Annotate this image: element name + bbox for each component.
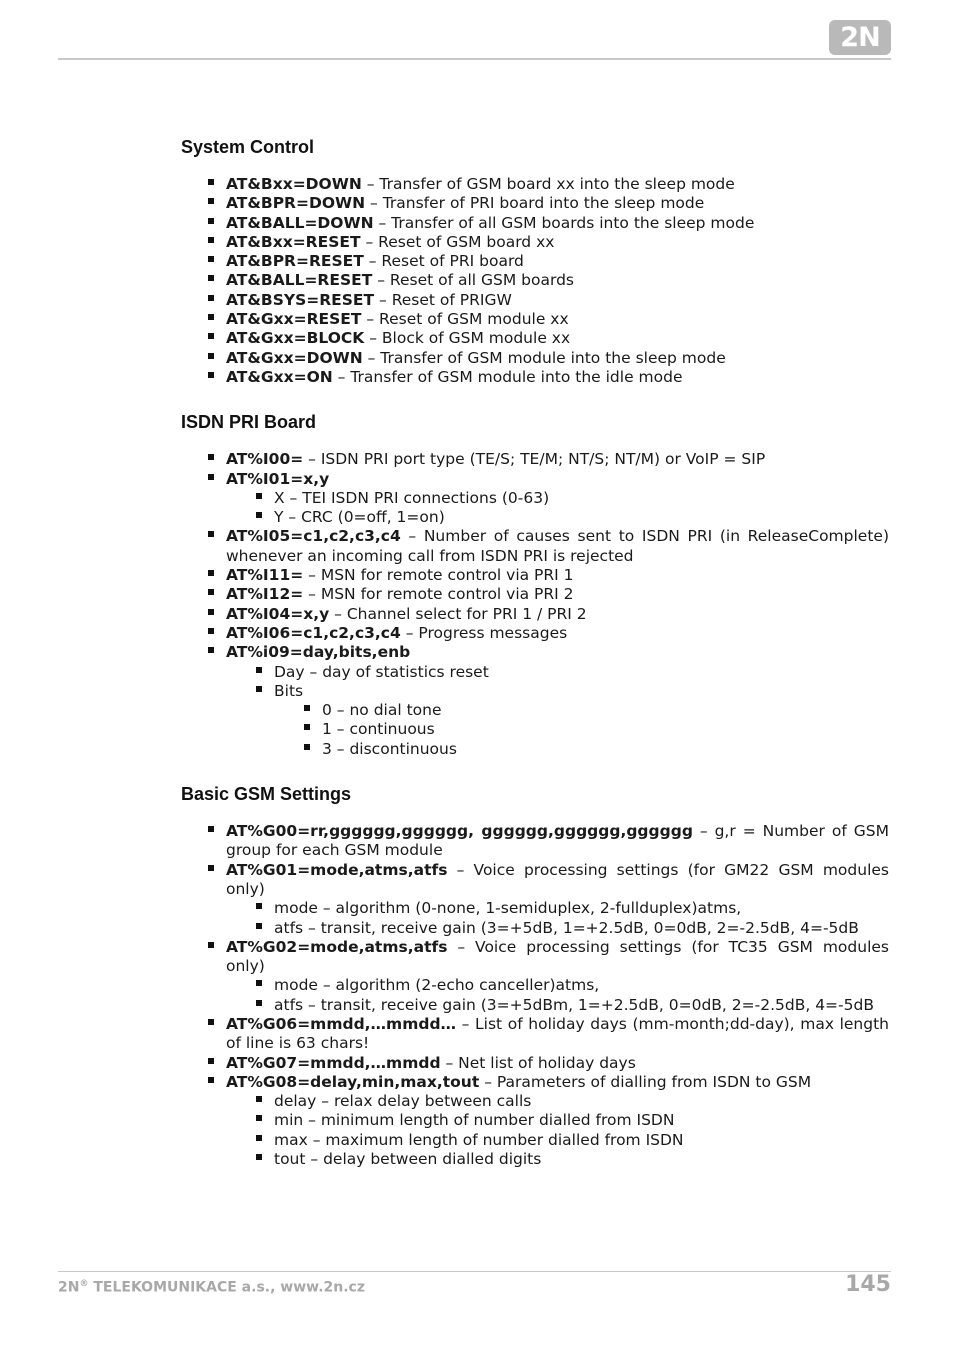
command: AT%G02=mode,atms,atfs — [226, 937, 448, 956]
list-item — [181, 233, 889, 252]
sub-list-item: atfs – transit, receive gain (3=+5dBm, 1=+2.5dB, 0=0dB, 2=-2.5dB, 4=-5dB — [226, 996, 889, 1015]
command: AT%G06=mmdd,…mmdd… — [226, 1014, 457, 1033]
list-item — [181, 566, 889, 585]
section-title-basic-gsm-settings: Basic GSM Settings — [181, 784, 352, 805]
description: – Reset of GSM module xx — [361, 310, 569, 329]
command: AT&BALL=DOWN — [226, 213, 374, 232]
list-item — [181, 585, 889, 604]
description: – List of holiday days (mm-month;dd-day), max length of line is 63 chars! — [226, 1014, 889, 1053]
command: AT%i09=day,bits,enb — [226, 643, 411, 662]
description: – Parameters of dialling from ISDN to GSM — [479, 1072, 812, 1091]
description: – Reset of all GSM boards — [372, 271, 575, 290]
command: AT%I05=c1,c2,c3,c4 — [226, 527, 401, 546]
list-item — [181, 861, 889, 938]
command: AT&BPR=RESET — [226, 252, 364, 271]
gsm-settings-list — [181, 822, 889, 1169]
list-item — [181, 214, 889, 233]
system-control-list — [181, 175, 889, 387]
description: – MSN for remote control via PRI 2 — [303, 585, 574, 604]
section-title-isdn-pri-board: ISDN PRI Board — [181, 412, 317, 433]
footer-brand: 2N — [58, 1279, 80, 1296]
description: – Voice processing settings (for TC35 GSM modules only) — [226, 937, 889, 976]
command: AT&BSYS=RESET — [226, 290, 375, 309]
sub-sub-list-item: 0 – no dial tone — [226, 701, 889, 720]
command: AT&Gxx=ON — [226, 367, 333, 386]
description: – Reset of GSM board xx — [360, 232, 555, 251]
section-title-system-control: System Control — [181, 137, 315, 157]
description: – Net list of holiday days — [440, 1053, 636, 1072]
description: – Progress messages — [400, 623, 568, 642]
description: – Transfer of PRI board into the sleep mode — [365, 194, 705, 213]
sub-sub-list-item: 3 – discontinuous — [226, 740, 889, 759]
command: AT%I06=c1,c2,c3,c4 — [226, 623, 401, 642]
sub-list-item: atfs – transit, receive gain (3=+5dB, 1=+2.5dB, 0=0dB, 2=-2.5dB, 4=-5dB — [226, 919, 889, 938]
isdn-pri-list — [181, 450, 889, 759]
sub-list-item: X – TEI ISDN PRI connections (0-63) — [226, 489, 889, 508]
footer-divider — [58, 1271, 891, 1272]
list-item — [181, 822, 889, 861]
description: – Transfer of GSM board xx into the sleep mode — [361, 175, 735, 193]
list-item — [181, 252, 889, 271]
command: AT&Gxx=RESET — [226, 310, 362, 329]
registered-mark: ® — [79, 1279, 89, 1289]
command: AT&BALL=RESET — [226, 271, 373, 290]
sub-sub-list — [226, 701, 889, 759]
command: AT&Bxx=DOWN — [226, 175, 362, 193]
list-item — [181, 310, 889, 329]
footer-company — [58, 1279, 365, 1296]
command: AT%G01=mode,atms,atfs — [226, 860, 448, 879]
list-item — [181, 1073, 889, 1169]
command: AT%I01=x,y — [226, 469, 330, 488]
sub-list-item: Y – CRC (0=off, 1=on) — [226, 508, 889, 527]
command: AT%I00= — [226, 450, 304, 469]
brand-logo: 2N — [829, 20, 891, 55]
command: AT%I12= — [226, 585, 304, 604]
list-item — [181, 605, 889, 624]
command: AT&BPR=DOWN — [226, 194, 366, 213]
list-item — [181, 624, 889, 643]
sub-sub-list-item: 1 – continuous — [226, 720, 889, 739]
command: AT%G08=delay,min,max,tout — [226, 1072, 480, 1091]
list-item — [181, 1054, 889, 1073]
sub-list-item: min – minimum length of number dialled from ISDN — [226, 1111, 889, 1130]
list-item — [181, 450, 889, 469]
command: AT&Bxx=RESET — [226, 232, 361, 251]
command: AT%I04=x,y — [226, 604, 330, 623]
description: – Channel select for PRI 1 / PRI 2 — [329, 604, 587, 623]
description: – MSN for remote control via PRI 1 — [303, 566, 574, 585]
command: AT&Gxx=BLOCK — [226, 329, 365, 348]
list-item — [181, 938, 889, 1015]
list-item — [181, 271, 889, 290]
list-item — [181, 643, 889, 759]
list-item — [181, 527, 889, 566]
description: – Voice processing settings (for GM22 GSM modules only) — [226, 860, 889, 898]
list-item — [181, 291, 889, 310]
command: AT%G00=rr,gggggg,gggggg, gggggg,gggggg,gggggg — [226, 822, 693, 841]
description: – ISDN PRI port type (TE/S; TE/M; NT/S; NT/M) or VoIP = SIP — [303, 450, 766, 469]
description: – Reset of PRIGW — [374, 290, 512, 309]
sub-list-item: tout – delay between dialled digits — [226, 1150, 889, 1169]
header-divider — [58, 58, 891, 60]
list-item — [181, 368, 889, 387]
footer-company-text: TELEKOMUNIKACE a.s., www.2n.cz — [93, 1279, 365, 1296]
description: – Block of GSM module xx — [364, 329, 571, 348]
sub-list-item: mode – algorithm (0-none, 1-semiduplex, 2-fullduplex)atms, — [226, 899, 889, 918]
list-item — [181, 1015, 889, 1054]
command: AT%I11= — [226, 566, 304, 585]
list-item — [181, 349, 889, 368]
command: AT&Gxx=DOWN — [226, 348, 363, 367]
list-item — [181, 470, 889, 528]
description: – Transfer of GSM module into the sleep mode — [362, 348, 726, 367]
description: – Transfer of GSM module into the idle mode — [332, 367, 683, 386]
description: – Number of causes sent to ISDN PRI (in ReleaseComplete) whenever an incoming call from ISDN PRI is rejected — [226, 527, 889, 565]
list-item — [181, 194, 889, 213]
sub-list — [226, 1092, 889, 1169]
list-item — [181, 329, 889, 348]
page-content — [181, 135, 889, 1169]
sub-list — [226, 976, 889, 1015]
command: AT%G07=mmdd,…mmdd — [226, 1053, 441, 1072]
sub-list-item: Day – day of statistics reset — [226, 663, 889, 682]
description: – g,r = Number of GSM group for each GSM module — [226, 822, 889, 860]
page-number: 145 — [845, 1272, 891, 1297]
description: – Reset of PRI board — [363, 252, 524, 271]
sub-list-item: mode – algorithm (2-echo canceller)atms, — [226, 976, 889, 995]
sub-list — [226, 663, 889, 702]
sub-list — [226, 489, 889, 528]
sub-list — [226, 899, 889, 938]
description: – Transfer of all GSM boards into the sleep mode — [373, 213, 755, 232]
sub-list-item: max – maximum length of number dialled from ISDN — [226, 1131, 889, 1150]
sub-list-item: delay – relax delay between calls — [226, 1092, 889, 1111]
sub-list-item: Bits — [226, 682, 889, 701]
list-item — [181, 175, 889, 194]
